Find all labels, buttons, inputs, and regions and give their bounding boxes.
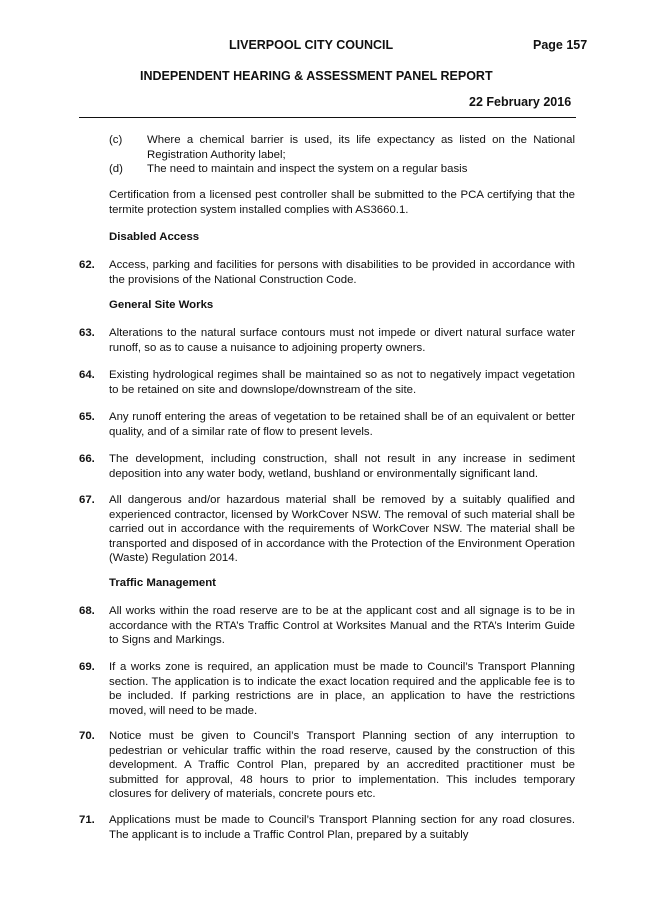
report-date: 22 February 2016 xyxy=(469,95,572,109)
condition-text: Existing hydrological regimes shall be maintained so as not to negatively impact vegetation to be retained on site and downslope/downstream of the site. xyxy=(109,369,575,396)
condition-text: The development, including construction, shall not result in any increase in sediment deposition into any water body, wetland, bushland or environmentally significant land. xyxy=(109,453,575,480)
sub-list-item xyxy=(109,133,575,162)
condition-item xyxy=(79,729,575,802)
sub-list-text: Where a chemical barrier is used, its life expectancy as listed on the National Registration Authority label; xyxy=(147,134,575,161)
condition-number: 66. xyxy=(79,453,95,465)
condition-number: 63. xyxy=(79,327,95,339)
condition-text: If a works zone is required, an application must be made to Council’s Transport Planning section. The application is to indicate the exact location required and the applicable fee is to be included. If parking restrictions are in place, an application to have the restrictions moved, will need to be made. xyxy=(109,661,575,717)
condition-number: 68. xyxy=(79,605,95,617)
heading-general-site-works: General Site Works xyxy=(109,299,214,311)
condition-item xyxy=(79,326,575,355)
condition-text: Alterations to the natural surface contours must not impede or divert natural surface water runoff, so as to cause a nuisance to adjoining property owners. xyxy=(109,327,575,354)
certification-paragraph: Certification from a licensed pest controller shall be submitted to the PCA certifying that the termite protection system installed complies with AS3660.1. xyxy=(109,189,575,216)
condition-number: 69. xyxy=(79,661,95,673)
condition-text: Applications must be made to Council’s Transport Planning section for any road closures. The applicant is to include a Traffic Control Plan, prepared by a suitably xyxy=(109,814,575,841)
condition-item xyxy=(79,493,575,566)
condition-item xyxy=(79,368,575,397)
condition-text: Any runoff entering the areas of vegetation to be retained shall be of an equivalent or better quality, and of a similar rate of flow to present levels. xyxy=(109,411,575,438)
condition-item xyxy=(79,258,575,287)
condition-text: All dangerous and/or hazardous material shall be removed by a suitably qualified and experienced contractor, licensed by WorkCover NSW. The removal of such material shall be carried out in accordance with the requirements of WorkCover NSW. The material shall be transported and disposed of in accordance with the Protection of the Environment Operation (Waste) Regulation 2014. xyxy=(109,494,575,564)
page-number: Page 157 xyxy=(533,38,588,52)
condition-number: 71. xyxy=(79,814,95,826)
condition-text: Notice must be given to Council’s Transport Planning section of any interruption to pedestrian or vehicular traffic within the road reserve, caused by the construction of this development. A Traffic Control Plan, prepared by an accredited practitioner must be submitted for approval, 48 hours to prior to implementation. This includes temporary closures for delivery of materials, concrete pours etc. xyxy=(109,730,575,800)
sub-list-label: (c) xyxy=(109,134,123,146)
council-name: LIVERPOOL CITY COUNCIL xyxy=(229,38,394,52)
condition-item xyxy=(79,604,575,648)
condition-text: Access, parking and facilities for persons with disabilities to be provided in accordance with the provisions of the National Construction Code. xyxy=(109,259,575,286)
report-title: INDEPENDENT HEARING & ASSESSMENT PANEL REPORT xyxy=(140,69,493,83)
sub-list-label: (d) xyxy=(109,163,123,175)
condition-number: 67. xyxy=(79,494,95,506)
sub-list xyxy=(109,133,575,177)
condition-number: 64. xyxy=(79,369,95,381)
header-divider xyxy=(79,117,576,118)
condition-text: All works within the road reserve are to be at the applicant cost and all signage is to be in accordance with the RTA’s Traffic Control at Worksites Manual and the RTA’s Interim Guide to Signs and Markings. xyxy=(109,605,575,646)
heading-disabled-access: Disabled Access xyxy=(109,231,200,243)
sub-list-item xyxy=(109,162,575,177)
condition-item xyxy=(79,410,575,439)
condition-number: 65. xyxy=(79,411,95,423)
condition-item xyxy=(79,452,575,481)
heading-traffic-management: Traffic Management xyxy=(109,577,216,589)
condition-item xyxy=(79,660,575,718)
condition-number: 62. xyxy=(79,259,95,271)
sub-list-text: The need to maintain and inspect the system on a regular basis xyxy=(147,163,468,175)
condition-item xyxy=(79,813,575,842)
condition-number: 70. xyxy=(79,730,95,742)
